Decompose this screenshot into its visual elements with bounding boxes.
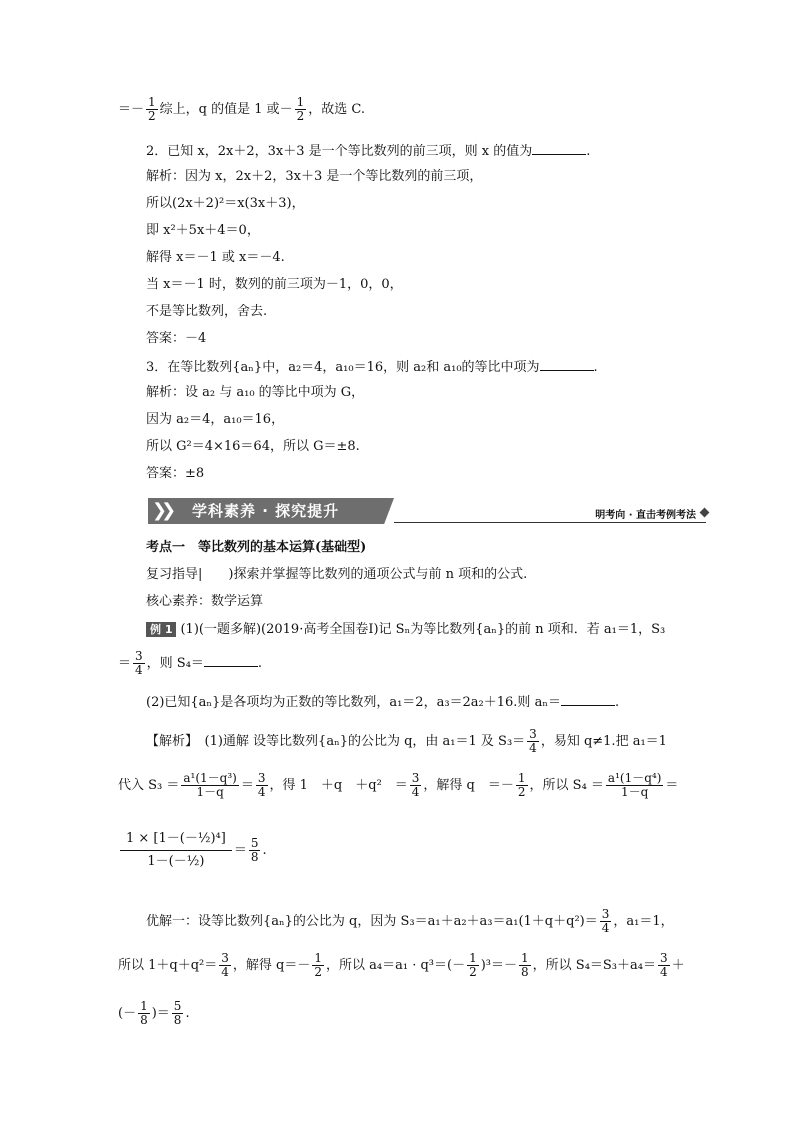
fraction: $\frac{3}{4}$ — [411, 771, 420, 799]
fraction: $\frac{5}{8}$ — [173, 999, 182, 1027]
answer-blank — [532, 142, 586, 155]
optimal-line-3: (－ $\frac{1}{8}$ )＝ $\frac{5}{8}$ . — [118, 999, 190, 1027]
fraction: $\frac{5}{8}$ — [250, 836, 259, 864]
example-1-part2: (2)已知{aₙ}是各项均为正数的等比数列，a₁＝2，a₃＝2a₂＋16.则 aₙ＝ . — [146, 695, 620, 710]
fraction: $\frac{3}{4}$ — [601, 907, 610, 935]
solution-line-3: $\frac{\text{1 × [1－(－½)⁴]}}{\text{1－(－½)}}$ ＝ $\frac{5}{8}$ . — [118, 828, 267, 873]
p2-answer: 答案：－4 — [146, 331, 207, 346]
conclusion-line — [118, 96, 365, 123]
fraction: $\frac{3}{4}$ — [257, 771, 266, 799]
fraction: $\frac{3}{4}$ — [135, 649, 143, 677]
fraction: $\frac{3}{4}$ — [660, 951, 668, 979]
p3-line: 因为 a₂＝4，a₁₀＝16， — [146, 412, 285, 427]
p3-answer: 答案：±8 — [146, 466, 205, 481]
p2-line: 即 x²＋5x＋4＝0， — [146, 223, 260, 238]
fraction: $\frac{3}{4}$ — [221, 951, 229, 979]
problem-3-question: 3．在等比数列{aₙ}中，a₂＝4，a₁₀＝16，则 a₂和 a₁₀的等比中项为 . — [146, 360, 598, 375]
text: ＝－ — [118, 102, 145, 117]
text: 综上，q 的值是 1 或－ — [159, 102, 293, 117]
fraction: $\frac{1}{2}$ — [148, 95, 156, 123]
p2-line: 当 x＝－1 时，数列的前三项为－1，0，0， — [146, 277, 403, 292]
fraction: $\frac{3}{4}$ — [529, 727, 537, 755]
p2-line: 不是等比数列，舍去. — [146, 304, 268, 319]
example-1-part1-cont: ＝ $\frac{3}{4}$ ，则 S₄＝ . — [118, 649, 263, 677]
section-banner — [148, 498, 708, 526]
review-guide: 复习指导| )探索并掌握等比数列的通项公式与前 n 项和的公式. — [146, 567, 528, 582]
p2-line: 解析：因为 x，2x＋2，3x＋3 是一个等比数列的前三项， — [146, 169, 483, 184]
answer-blank — [561, 693, 615, 706]
optimal-line-1: 优解一：设等比数列{aₙ}的公比为 q，因为 S₃＝a₁＋a₂＋a₃＝a₁(1＋q＋q²)＝ $\frac{3}{4}$ ，a₁＝1， — [146, 907, 674, 935]
banner-title: 学科素养 · 探究提升 — [192, 502, 340, 520]
p2-line: 所以(2x＋2)²＝x(3x＋3)， — [146, 196, 305, 211]
fraction: $\frac{1}{2}$ — [314, 951, 323, 979]
fraction: $\frac{1}{8}$ — [140, 999, 148, 1027]
example-1-part1: 例 1 (1)(一题多解)(2019·高考全国卷Ⅰ)记 Sₙ为等比数列{aₙ}的前 n 项和．若 a₁＝1，S₃ — [146, 622, 665, 638]
core-literacy: 核心素养：数学运算 — [146, 594, 264, 609]
p3-line: 解析：设 a₂ 与 a₁₀ 的等比中项为 G， — [146, 385, 365, 400]
banner-rule — [394, 522, 706, 523]
p2-line: 解得 x＝－1 或 x＝－4. — [146, 250, 285, 265]
fraction: $\frac{\text{a¹(1－q³)}}{1-q}$ — [183, 771, 237, 799]
topic-heading: 考点一 等比数列的基本运算(基础型) — [146, 540, 367, 555]
text: ，故选 C. — [308, 102, 366, 117]
big-fraction: $\frac{\text{1 × [1－(－½)⁴]}}{\text{1－(－½)}}$ — [120, 828, 232, 873]
fraction: $\frac{1}{8}$ — [521, 951, 529, 979]
answer-blank — [540, 358, 594, 371]
solution-line-1: 【解析】 (1)通解 设等比数列{aₙ}的公比为 q，由 a₁＝1 及 S₃＝ $\frac{3}{4}$ ，易知 q≠1.把 a₁＝1 — [146, 727, 667, 755]
double-chevron-icon: ❯❯ — [152, 500, 171, 521]
example-tag: 例 1 — [146, 622, 176, 637]
fraction: $\frac{1}{2}$ — [296, 95, 305, 123]
answer-blank — [204, 654, 258, 667]
problem-2-question: 2．已知 x，2x＋2，3x＋3 是一个等比数列的前三项，则 x 的值为 . — [146, 144, 591, 159]
banner-subtitle: 明考向 · 直击考例考法 — [595, 510, 696, 521]
optimal-line-2: 所以 1＋q＋q²＝ $\frac{3}{4}$ ，解得 q＝－ $\frac{1}{2}$ ，所以 a₄＝a₁ · q³＝(－ $\frac{1}{2}$ )³＝－ $\frac{1}{8}$ ，所以 S₄＝S₃＋a₄＝ $\frac{3}{4}$ ＋ — [118, 951, 685, 979]
diamond-icon — [700, 508, 710, 518]
solution-line-2: 代入 S₃ ＝ $\frac{\text{a¹(1－q³)}}{1-q}$ ＝ $\frac{3}{4}$ ，得 1 ＋q ＋q² ＝ $\frac{3}{4}$ ，解得 q ＝－ $\frac{1}{2}$ ，所以 S₄ ＝ $\frac{\text{a¹(1－q⁴)}}{1-q}$ ＝ — [118, 771, 679, 799]
fraction: $\frac{1}{2}$ — [517, 771, 526, 799]
fraction: $\frac{\text{a¹(1－q⁴)}}{1-q}$ — [607, 771, 662, 799]
p3-line: 所以 G²＝4×16＝64，所以 G＝±8. — [146, 439, 360, 454]
fraction: $\frac{1}{2}$ — [469, 951, 477, 979]
